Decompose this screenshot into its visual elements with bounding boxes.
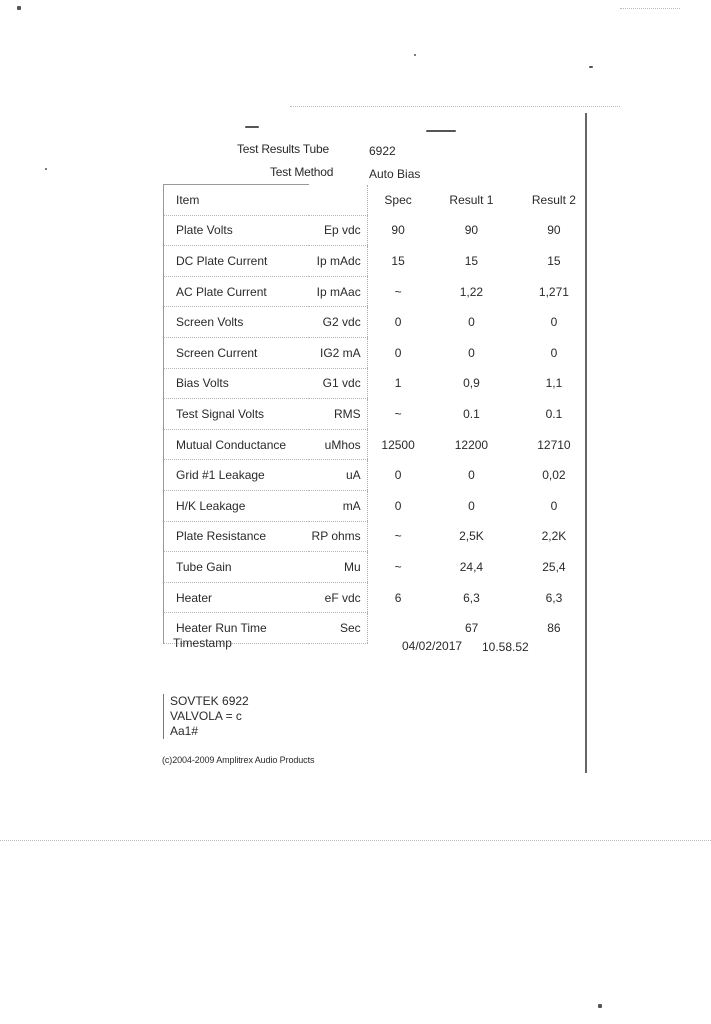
table-row [164,276,594,307]
row-result1: 0,9 [463,376,480,391]
row-spec: 0 [367,307,428,338]
row-item: Heater [164,582,310,613]
timestamp-time: 10.58.52 [482,640,529,654]
row-item: Grid #1 Leakage [164,460,310,491]
row-item: Tube Gain [164,552,310,583]
row-result2: 25,4 [542,559,566,574]
row-spec: 0 [367,490,428,521]
row-item: Test Signal Volts [164,399,310,430]
scan-speck [414,54,416,56]
table-row [164,521,594,552]
row-result2: 6,3 [545,590,563,605]
row-result1: 1,22 [459,284,484,299]
row-result2: 86 [547,621,561,636]
row-unit: uA [309,460,367,491]
row-result1: 0 [468,498,475,513]
row-result2: 90 [547,223,561,238]
row-result1: 6,3 [463,590,480,605]
notes-block [163,694,350,739]
row-item: Heater Run Time [164,613,310,644]
row-spec: ~ [367,399,428,430]
row-result2: 0.1 [545,406,563,421]
row-unit: Ep vdc [309,215,367,246]
row-unit: RP ohms [309,521,367,552]
row-spec: 12500 [367,429,428,460]
row-spec: 0 [367,337,428,368]
row-spec: ~ [367,521,428,552]
row-unit: G2 vdc [309,307,367,338]
notes-line: SOVTEK 6922 [170,694,249,708]
table-row [164,337,594,368]
row-spec: 6 [367,582,428,613]
row-spec: ~ [367,552,428,583]
column-header-unit [309,185,367,216]
column-header-item: Item [164,185,310,216]
table-row [164,368,594,399]
row-spec: 0 [367,460,428,491]
row-item: H/K Leakage [164,490,310,521]
row-unit: mA [309,490,367,521]
row-result2: 0 [550,345,558,360]
row-result1: 24,4 [459,559,484,574]
results-table [163,184,593,644]
table-row [164,490,594,521]
scan-speck [245,126,259,128]
scan-speck [589,66,593,68]
row-item: Mutual Conductance [164,429,310,460]
row-result2: 12710 [537,437,571,452]
test-method-value: Auto Bias [369,167,421,181]
row-result1: 15 [464,253,479,268]
row-item: Bias Volts [164,368,310,399]
scan-line [290,106,620,107]
row-result1: 0.1 [463,406,480,421]
row-unit: Ip mAdc [309,246,367,277]
scan-speck [426,130,456,132]
table-row [164,552,594,583]
copyright-text: (c)2004-2009 Amplitrex Audio Products [162,755,315,765]
scan-speck [17,6,21,10]
row-result1: 0 [468,468,475,483]
row-result2: 2,2K [541,529,567,544]
table-row [164,399,594,430]
test-results-label: Test Results Tube [237,142,329,156]
row-item: Screen Volts [164,307,310,338]
table-row [164,429,594,460]
row-result1: 2,5K [459,529,484,544]
row-result2: 0 [550,315,558,330]
notes-line: VALVOLA = c [170,709,242,723]
row-result2: 1,271 [538,284,569,299]
column-header-result1: Result 1 [449,192,494,207]
row-unit: uMhos [309,429,367,460]
scan-speck [45,168,47,170]
table-row [164,246,594,277]
table-row [164,307,594,338]
row-spec: 90 [367,215,428,246]
scan-line [0,840,711,841]
row-unit: RMS [309,399,367,430]
row-result1: 12200 [454,437,489,452]
row-result2: 0,02 [542,468,566,483]
tube-type: 6922 [369,144,396,158]
table-row [164,215,594,246]
row-unit: eF vdc [309,582,367,613]
scan-speck [598,1004,602,1008]
row-result2: 15 [547,253,561,268]
row-result2: 1,1 [545,376,563,391]
scan-line [620,8,680,9]
row-result1: 0 [468,315,475,330]
table-header-row [164,185,594,216]
table-row [164,460,594,491]
column-header-spec: Spec [367,185,428,216]
column-header-result2: Result 2 [531,192,576,207]
row-unit: IG2 mA [309,337,367,368]
notes-line: Aa1# [170,724,199,738]
timestamp-label: Timestamp [173,636,232,650]
row-result1: 90 [464,223,479,238]
row-result2: 0 [550,498,558,513]
row-spec: 15 [367,246,428,277]
row-unit: Sec [309,613,367,644]
test-method-label: Test Method [270,165,334,179]
row-item: DC Plate Current [164,246,310,277]
row-item: Plate Volts [164,215,310,246]
row-item: Plate Resistance [164,521,310,552]
timestamp-date: 04/02/2017 [402,639,463,653]
row-unit: Ip mAac [309,276,367,307]
row-result1: 0 [468,345,475,360]
row-item: Screen Current [164,337,310,368]
row-item: AC Plate Current [164,276,310,307]
row-spec: ~ [367,276,428,307]
row-unit: G1 vdc [309,368,367,399]
row-spec: 1 [367,368,428,399]
row-unit: Mu [309,552,367,583]
row-result1: 67 [464,621,479,636]
table-row [164,582,594,613]
